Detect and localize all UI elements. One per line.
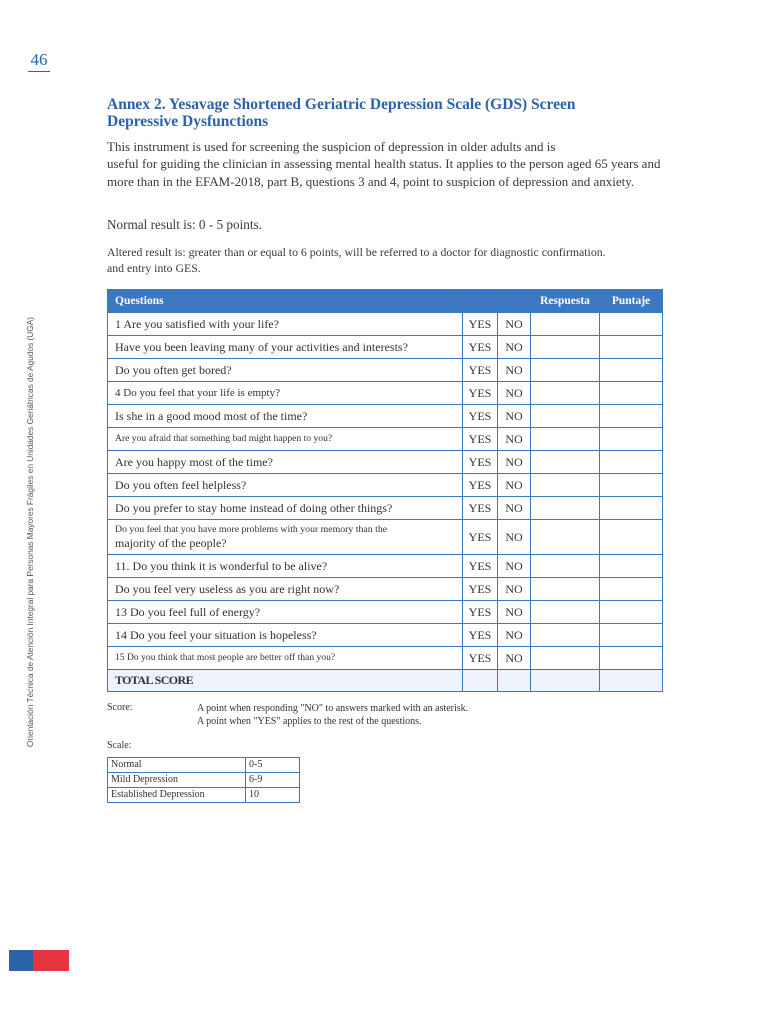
respuesta-cell[interactable] bbox=[531, 474, 600, 497]
flag-blue-segment bbox=[9, 950, 33, 971]
respuesta-cell[interactable] bbox=[531, 497, 600, 520]
question-cell: Do you often feel helpless? bbox=[108, 474, 463, 497]
puntaje-cell[interactable] bbox=[600, 336, 663, 359]
table-row bbox=[108, 313, 663, 336]
table-row bbox=[108, 451, 663, 474]
respuesta-cell[interactable] bbox=[531, 405, 600, 428]
yes-option[interactable]: YES bbox=[463, 313, 498, 336]
no-option[interactable]: NO bbox=[498, 578, 531, 601]
table-row bbox=[108, 601, 663, 624]
table-row bbox=[108, 497, 663, 520]
table-row bbox=[108, 647, 663, 670]
no-option[interactable]: NO bbox=[498, 601, 531, 624]
respuesta-cell[interactable] bbox=[531, 624, 600, 647]
page-number: 46 bbox=[28, 50, 50, 72]
total-no-cell bbox=[498, 670, 531, 692]
puntaje-cell[interactable] bbox=[600, 313, 663, 336]
question-cell: 11. Do you think it is wonderful to be alive? bbox=[108, 555, 463, 578]
intro-line-2: useful for guiding the clinician in assessing mental health status. It applies to the person aged 65 years and more than in the EFAM-2018, part B, questions 3 and 4, point to suspicion of depression and anxiety. bbox=[107, 156, 661, 189]
table-row bbox=[108, 336, 663, 359]
respuesta-cell[interactable] bbox=[531, 647, 600, 670]
table-row bbox=[108, 624, 663, 647]
gds-table bbox=[107, 289, 663, 692]
yes-option[interactable]: YES bbox=[463, 405, 498, 428]
question-cell: 14 Do you feel your situation is hopeless? bbox=[108, 624, 463, 647]
no-option[interactable]: NO bbox=[498, 382, 531, 405]
yes-option[interactable]: YES bbox=[463, 474, 498, 497]
respuesta-cell[interactable] bbox=[531, 451, 600, 474]
no-option[interactable]: NO bbox=[498, 497, 531, 520]
question-cell: Do you prefer to stay home instead of doing other things? bbox=[108, 497, 463, 520]
total-puntaje-cell[interactable] bbox=[600, 670, 663, 692]
header-yes bbox=[463, 290, 498, 313]
table-header-row bbox=[108, 290, 663, 313]
flag-red-segment bbox=[33, 950, 69, 971]
table-row bbox=[108, 405, 663, 428]
puntaje-cell[interactable] bbox=[600, 520, 663, 555]
scale-category: Normal bbox=[108, 758, 246, 773]
no-option[interactable]: NO bbox=[498, 520, 531, 555]
puntaje-cell[interactable] bbox=[600, 497, 663, 520]
respuesta-cell[interactable] bbox=[531, 520, 600, 555]
annex-title-line-1: Annex 2. Yesavage Shortened Geriatric Depression Scale (GDS) Screen bbox=[107, 96, 576, 113]
total-score-row bbox=[108, 670, 663, 692]
yes-option[interactable]: YES bbox=[463, 624, 498, 647]
score-line-1: A point when responding "NO" to answers marked with an asterisk. bbox=[197, 703, 469, 714]
puntaje-cell[interactable] bbox=[600, 601, 663, 624]
puntaje-cell[interactable] bbox=[600, 555, 663, 578]
question-line-2: majority of the people? bbox=[115, 536, 227, 550]
table-row bbox=[108, 520, 663, 555]
scale-label: Scale: bbox=[107, 740, 132, 751]
puntaje-cell[interactable] bbox=[600, 428, 663, 451]
chile-flag-logo bbox=[9, 950, 69, 971]
table-row bbox=[108, 428, 663, 451]
yes-option[interactable]: YES bbox=[463, 647, 498, 670]
running-title: Orientación Técnica de Atención Integral para Personas Mayores Frágiles en Unidades Geriátricas de Agudos (UGA) bbox=[25, 316, 35, 748]
intro-line-1: This instrument is used for screening the suspicion of depression in older adults and is bbox=[107, 139, 556, 154]
question-cell: Is she in a good mood most of the time? bbox=[108, 405, 463, 428]
intro-paragraph bbox=[107, 138, 667, 190]
score-label: Score: bbox=[107, 702, 133, 713]
yes-option[interactable]: YES bbox=[463, 520, 498, 555]
header-respuesta: Respuesta bbox=[531, 290, 600, 313]
puntaje-cell[interactable] bbox=[600, 405, 663, 428]
scale-range: 6-9 bbox=[246, 773, 300, 788]
puntaje-cell[interactable] bbox=[600, 647, 663, 670]
table-row bbox=[108, 382, 663, 405]
yes-option[interactable]: YES bbox=[463, 601, 498, 624]
no-option[interactable]: NO bbox=[498, 451, 531, 474]
scale-row bbox=[108, 773, 300, 788]
altered-result-line-1: Altered result is: greater than or equal to 6 points, will be referred to a doctor for diagnostic confirmation. bbox=[107, 245, 606, 259]
question-cell: 4 Do you feel that your life is empty? bbox=[108, 382, 463, 405]
question-cell: Do you often get bored? bbox=[108, 359, 463, 382]
no-option[interactable]: NO bbox=[498, 336, 531, 359]
puntaje-cell[interactable] bbox=[600, 624, 663, 647]
yes-option[interactable]: YES bbox=[463, 578, 498, 601]
question-line-1: Do you feel that you have more problems with your memory than the bbox=[115, 524, 388, 535]
header-puntaje: Puntaje bbox=[600, 290, 663, 313]
scale-category: Established Depression bbox=[108, 788, 246, 803]
respuesta-cell[interactable] bbox=[531, 382, 600, 405]
header-questions: Questions bbox=[108, 290, 463, 313]
question-cell bbox=[108, 520, 463, 555]
scale-table bbox=[107, 757, 300, 803]
table-row bbox=[108, 555, 663, 578]
total-score-label: TOTAL SCORE bbox=[108, 670, 463, 692]
header-no bbox=[498, 290, 531, 313]
scale-range: 10 bbox=[246, 788, 300, 803]
table-row bbox=[108, 359, 663, 382]
respuesta-cell[interactable] bbox=[531, 359, 600, 382]
question-cell: Are you happy most of the time? bbox=[108, 451, 463, 474]
normal-result-text: Normal result is: 0 - 5 points. bbox=[107, 217, 262, 232]
puntaje-cell[interactable] bbox=[600, 474, 663, 497]
yes-option[interactable]: YES bbox=[463, 555, 498, 578]
puntaje-cell[interactable] bbox=[600, 382, 663, 405]
question-cell: 13 Do you feel full of energy? bbox=[108, 601, 463, 624]
respuesta-cell[interactable] bbox=[531, 601, 600, 624]
question-cell: Are you afraid that something bad might happen to you? bbox=[108, 428, 463, 451]
altered-result-text bbox=[107, 244, 667, 276]
puntaje-cell[interactable] bbox=[600, 451, 663, 474]
no-option[interactable]: NO bbox=[498, 647, 531, 670]
respuesta-cell[interactable] bbox=[531, 555, 600, 578]
annex-title bbox=[107, 96, 627, 130]
scale-row bbox=[108, 758, 300, 773]
no-option[interactable]: NO bbox=[498, 313, 531, 336]
no-option[interactable]: NO bbox=[498, 428, 531, 451]
no-option[interactable]: NO bbox=[498, 359, 531, 382]
question-cell: Have you been leaving many of your activities and interests? bbox=[108, 336, 463, 359]
question-cell: Do you feel very useless as you are right now? bbox=[108, 578, 463, 601]
scale-row bbox=[108, 788, 300, 803]
question-cell: 1 Are you satisfied with your life? bbox=[108, 313, 463, 336]
yes-option[interactable]: YES bbox=[463, 382, 498, 405]
no-option[interactable]: NO bbox=[498, 555, 531, 578]
scale-category: Mild Depression bbox=[108, 773, 246, 788]
annex-title-line-2: Depressive Dysfunctions bbox=[107, 113, 269, 130]
puntaje-cell[interactable] bbox=[600, 359, 663, 382]
respuesta-cell[interactable] bbox=[531, 578, 600, 601]
total-yes-cell bbox=[463, 670, 498, 692]
table-row bbox=[108, 578, 663, 601]
yes-option[interactable]: YES bbox=[463, 359, 498, 382]
question-cell: 15 Do you think that most people are better off than you? bbox=[108, 647, 463, 670]
respuesta-cell[interactable] bbox=[531, 313, 600, 336]
yes-option[interactable]: YES bbox=[463, 497, 498, 520]
altered-result-line-2: and entry into GES. bbox=[107, 261, 201, 275]
respuesta-cell[interactable] bbox=[531, 336, 600, 359]
score-line-2: A point when "YES" applies to the rest of the questions. bbox=[197, 716, 422, 727]
yes-option[interactable]: YES bbox=[463, 451, 498, 474]
respuesta-cell[interactable] bbox=[531, 428, 600, 451]
yes-option[interactable]: YES bbox=[463, 336, 498, 359]
scale-range: 0-5 bbox=[246, 758, 300, 773]
no-option[interactable]: NO bbox=[498, 405, 531, 428]
score-description bbox=[197, 702, 468, 728]
no-option[interactable]: NO bbox=[498, 624, 531, 647]
no-option[interactable]: NO bbox=[498, 474, 531, 497]
table-row bbox=[108, 474, 663, 497]
puntaje-cell[interactable] bbox=[600, 578, 663, 601]
total-respuesta-cell[interactable] bbox=[531, 670, 600, 692]
yes-option[interactable]: YES bbox=[463, 428, 498, 451]
